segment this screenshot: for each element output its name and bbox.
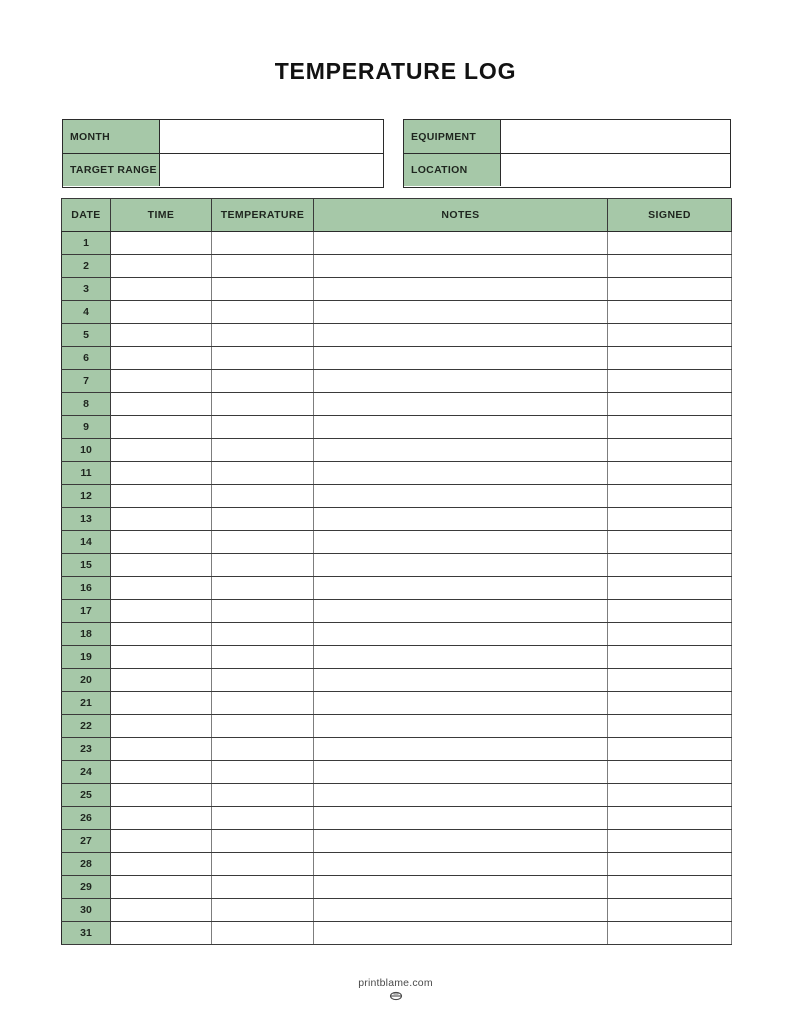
time-cell[interactable] (111, 807, 212, 830)
date-cell: 24 (62, 761, 111, 784)
equipment-value-field[interactable] (501, 120, 730, 153)
notes-cell[interactable] (314, 485, 608, 508)
signed-cell[interactable] (608, 646, 732, 669)
signed-cell[interactable] (608, 715, 732, 738)
temperature-cell[interactable] (212, 853, 314, 876)
table-row (62, 485, 732, 508)
signed-cell[interactable] (608, 807, 732, 830)
temperature-cell[interactable] (212, 899, 314, 922)
time-cell[interactable] (111, 324, 212, 347)
signed-cell[interactable] (608, 347, 732, 370)
table-row (62, 669, 732, 692)
date-cell: 13 (62, 508, 111, 531)
table-row (62, 508, 732, 531)
time-cell[interactable] (111, 577, 212, 600)
notes-cell[interactable] (314, 508, 608, 531)
column-header-notes: NOTES (314, 199, 608, 232)
table-row (62, 830, 732, 853)
temperature-cell[interactable] (212, 784, 314, 807)
equipment-label: EQUIPMENT (404, 120, 501, 153)
notes-cell[interactable] (314, 347, 608, 370)
month-label: MONTH (63, 120, 160, 153)
table-row (62, 278, 732, 301)
temperature-cell[interactable] (212, 485, 314, 508)
time-cell[interactable] (111, 554, 212, 577)
time-cell[interactable] (111, 715, 212, 738)
signed-cell[interactable] (608, 393, 732, 416)
temperature-cell[interactable] (212, 922, 314, 945)
notes-cell[interactable] (314, 784, 608, 807)
notes-cell[interactable] (314, 830, 608, 853)
table-row (62, 646, 732, 669)
footer-site-name: printblame.com (358, 977, 433, 989)
notes-cell[interactable] (314, 255, 608, 278)
date-cell: 12 (62, 485, 111, 508)
notes-cell[interactable] (314, 531, 608, 554)
equipment-location-box (403, 119, 731, 188)
signed-cell[interactable] (608, 508, 732, 531)
date-cell: 11 (62, 462, 111, 485)
date-cell: 4 (62, 301, 111, 324)
time-cell[interactable] (111, 416, 212, 439)
time-cell[interactable] (111, 784, 212, 807)
time-cell[interactable] (111, 646, 212, 669)
notes-cell[interactable] (314, 278, 608, 301)
page-footer (0, 977, 791, 1001)
signed-cell[interactable] (608, 531, 732, 554)
table-header-row (62, 199, 732, 232)
date-cell: 23 (62, 738, 111, 761)
time-cell[interactable] (111, 278, 212, 301)
signed-cell[interactable] (608, 278, 732, 301)
date-cell: 19 (62, 646, 111, 669)
table-row (62, 876, 732, 899)
table-row (62, 738, 732, 761)
time-cell[interactable] (111, 255, 212, 278)
time-cell[interactable] (111, 508, 212, 531)
column-header-time: TIME (111, 199, 212, 232)
table-row (62, 784, 732, 807)
month-value-field[interactable] (160, 120, 383, 153)
date-cell: 30 (62, 899, 111, 922)
temperature-cell[interactable] (212, 761, 314, 784)
temperature-cell[interactable] (212, 462, 314, 485)
signed-cell[interactable] (608, 439, 732, 462)
notes-cell[interactable] (314, 462, 608, 485)
table-row (62, 347, 732, 370)
temperature-cell[interactable] (212, 577, 314, 600)
notes-cell[interactable] (314, 232, 608, 255)
signed-cell[interactable] (608, 554, 732, 577)
temperature-cell[interactable] (212, 301, 314, 324)
table-row (62, 370, 732, 393)
date-cell: 9 (62, 416, 111, 439)
signed-cell[interactable] (608, 324, 732, 347)
date-cell: 6 (62, 347, 111, 370)
date-cell: 26 (62, 807, 111, 830)
time-cell[interactable] (111, 623, 212, 646)
column-header-date: DATE (62, 199, 111, 232)
temperature-cell[interactable] (212, 876, 314, 899)
time-cell[interactable] (111, 600, 212, 623)
signed-cell[interactable] (608, 232, 732, 255)
temperature-cell[interactable] (212, 600, 314, 623)
table-row (62, 439, 732, 462)
printblame-logo-icon (0, 991, 791, 1001)
time-cell[interactable] (111, 232, 212, 255)
table-row (62, 600, 732, 623)
temperature-cell[interactable] (212, 807, 314, 830)
temperature-cell[interactable] (212, 232, 314, 255)
notes-cell[interactable] (314, 899, 608, 922)
temperature-cell[interactable] (212, 393, 314, 416)
notes-cell[interactable] (314, 324, 608, 347)
time-cell[interactable] (111, 876, 212, 899)
date-cell: 10 (62, 439, 111, 462)
date-cell: 8 (62, 393, 111, 416)
temperature-cell[interactable] (212, 278, 314, 301)
signed-cell[interactable] (608, 692, 732, 715)
temperature-cell[interactable] (212, 255, 314, 278)
page-title: TEMPERATURE LOG (274, 58, 517, 84)
time-cell[interactable] (111, 485, 212, 508)
temperature-cell[interactable] (212, 646, 314, 669)
location-label: LOCATION (404, 154, 501, 186)
table-row (62, 577, 732, 600)
table-row (62, 462, 732, 485)
notes-cell[interactable] (314, 669, 608, 692)
signed-cell[interactable] (608, 416, 732, 439)
date-cell: 29 (62, 876, 111, 899)
table-row (62, 416, 732, 439)
time-cell[interactable] (111, 370, 212, 393)
date-cell: 22 (62, 715, 111, 738)
table-row (62, 715, 732, 738)
table-row (62, 853, 732, 876)
table-row (62, 531, 732, 554)
date-cell: 7 (62, 370, 111, 393)
signed-cell[interactable] (608, 922, 732, 945)
time-cell[interactable] (111, 669, 212, 692)
signed-cell[interactable] (608, 600, 732, 623)
temperature-cell[interactable] (212, 531, 314, 554)
table-body (62, 232, 732, 945)
column-header-temperature: TEMPERATURE (212, 199, 314, 232)
temperature-cell[interactable] (212, 715, 314, 738)
date-cell: 2 (62, 255, 111, 278)
time-cell[interactable] (111, 301, 212, 324)
table-row (62, 255, 732, 278)
signed-cell[interactable] (608, 577, 732, 600)
notes-cell[interactable] (314, 301, 608, 324)
target-range-row (63, 153, 383, 186)
table-row (62, 324, 732, 347)
notes-cell[interactable] (314, 715, 608, 738)
date-cell: 20 (62, 669, 111, 692)
table-row (62, 554, 732, 577)
date-cell: 14 (62, 531, 111, 554)
signed-cell[interactable] (608, 738, 732, 761)
table-row (62, 807, 732, 830)
column-header-signed: SIGNED (608, 199, 732, 232)
date-cell: 18 (62, 623, 111, 646)
time-cell[interactable] (111, 462, 212, 485)
table-row (62, 761, 732, 784)
date-cell: 1 (62, 232, 111, 255)
table-row (62, 393, 732, 416)
date-cell: 25 (62, 784, 111, 807)
notes-cell[interactable] (314, 600, 608, 623)
signed-cell[interactable] (608, 485, 732, 508)
temperature-cell[interactable] (212, 347, 314, 370)
table-row (62, 922, 732, 945)
date-cell: 3 (62, 278, 111, 301)
temperature-cell[interactable] (212, 324, 314, 347)
date-cell: 5 (62, 324, 111, 347)
table-row (62, 623, 732, 646)
notes-cell[interactable] (314, 692, 608, 715)
time-cell[interactable] (111, 393, 212, 416)
notes-cell[interactable] (314, 393, 608, 416)
notes-cell[interactable] (314, 646, 608, 669)
notes-cell[interactable] (314, 738, 608, 761)
temperature-cell[interactable] (212, 692, 314, 715)
temperature-cell[interactable] (212, 554, 314, 577)
table-row (62, 232, 732, 255)
time-cell[interactable] (111, 922, 212, 945)
notes-cell[interactable] (314, 623, 608, 646)
time-cell[interactable] (111, 439, 212, 462)
signed-cell[interactable] (608, 623, 732, 646)
month-row (63, 120, 383, 153)
location-row (404, 153, 730, 186)
signed-cell[interactable] (608, 830, 732, 853)
notes-cell[interactable] (314, 922, 608, 945)
temperature-cell[interactable] (212, 738, 314, 761)
time-cell[interactable] (111, 531, 212, 554)
signed-cell[interactable] (608, 784, 732, 807)
temperature-cell[interactable] (212, 669, 314, 692)
table-row (62, 301, 732, 324)
notes-cell[interactable] (314, 416, 608, 439)
signed-cell[interactable] (608, 853, 732, 876)
time-cell[interactable] (111, 738, 212, 761)
temperature-cell[interactable] (212, 439, 314, 462)
temperature-cell[interactable] (212, 830, 314, 853)
signed-cell[interactable] (608, 899, 732, 922)
date-cell: 31 (62, 922, 111, 945)
target-range-value-field[interactable] (160, 154, 383, 186)
signed-cell[interactable] (608, 370, 732, 393)
signed-cell[interactable] (608, 761, 732, 784)
temperature-cell[interactable] (212, 623, 314, 646)
signed-cell[interactable] (608, 669, 732, 692)
temperature-log-table (61, 198, 732, 945)
target-range-label: TARGET RANGE (63, 154, 160, 186)
month-target-range-box (62, 119, 384, 188)
signed-cell[interactable] (608, 876, 732, 899)
location-value-field[interactable] (501, 154, 730, 186)
time-cell[interactable] (111, 692, 212, 715)
time-cell[interactable] (111, 830, 212, 853)
temperature-cell[interactable] (212, 416, 314, 439)
signed-cell[interactable] (608, 301, 732, 324)
notes-cell[interactable] (314, 807, 608, 830)
date-cell: 28 (62, 853, 111, 876)
equipment-row (404, 120, 730, 153)
date-cell: 15 (62, 554, 111, 577)
time-cell[interactable] (111, 347, 212, 370)
time-cell[interactable] (111, 853, 212, 876)
table-row (62, 692, 732, 715)
notes-cell[interactable] (314, 439, 608, 462)
notes-cell[interactable] (314, 761, 608, 784)
date-cell: 27 (62, 830, 111, 853)
notes-cell[interactable] (314, 876, 608, 899)
temperature-cell[interactable] (212, 508, 314, 531)
time-cell[interactable] (111, 761, 212, 784)
notes-cell[interactable] (314, 554, 608, 577)
signed-cell[interactable] (608, 462, 732, 485)
notes-cell[interactable] (314, 853, 608, 876)
table-row (62, 899, 732, 922)
notes-cell[interactable] (314, 370, 608, 393)
date-cell: 16 (62, 577, 111, 600)
time-cell[interactable] (111, 899, 212, 922)
notes-cell[interactable] (314, 577, 608, 600)
temperature-cell[interactable] (212, 370, 314, 393)
date-cell: 17 (62, 600, 111, 623)
signed-cell[interactable] (608, 255, 732, 278)
date-cell: 21 (62, 692, 111, 715)
